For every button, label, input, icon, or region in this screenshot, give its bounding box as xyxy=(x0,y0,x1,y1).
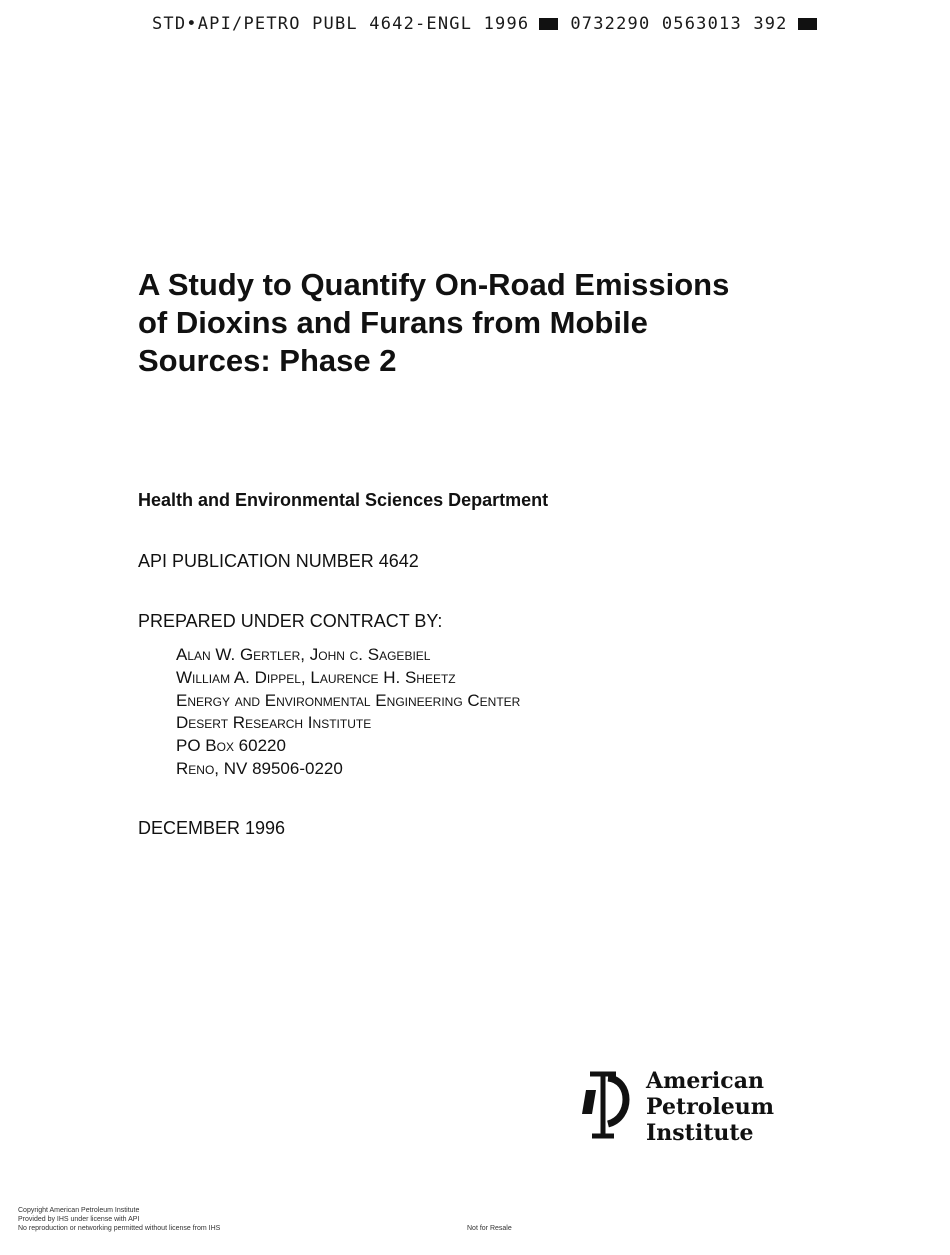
logo-line-american: American xyxy=(646,1068,764,1094)
institute-name: Desert Research Institute xyxy=(176,713,372,733)
stamp-text-mid: 0732290 0563013 392 xyxy=(570,14,788,34)
stamp-block-mark-end xyxy=(798,18,817,30)
publication-date: DECEMBER 1996 xyxy=(138,818,286,838)
api-logo-icon xyxy=(576,1066,634,1142)
title-line-3: Sources: Phase 2 xyxy=(138,343,397,378)
logo-line-petroleum: Petroleum xyxy=(646,1094,775,1120)
copyright-footer xyxy=(18,1206,220,1233)
document-title xyxy=(138,266,778,380)
footer-line-1: Copyright American Petroleum Institute xyxy=(18,1207,140,1214)
footer-line-2: Provided by IHS under license with API xyxy=(18,1216,140,1223)
authors-line-2: William A. Dippel, Laurence H. Sheetz xyxy=(176,667,456,687)
city-zip: Reno, NV 89506-0220 xyxy=(176,758,343,778)
publication-number: API PUBLICATION NUMBER 4642 xyxy=(138,551,419,571)
prepared-by-heading: PREPARED UNDER CONTRACT BY: xyxy=(138,611,443,631)
footer-line-3: No reproduction or networking permitted without license from IHS xyxy=(18,1225,221,1232)
document-stamp xyxy=(152,14,817,34)
title-line-2: of Dioxins and Furans from Mobile xyxy=(138,305,648,340)
department-heading: Health and Environmental Sciences Department xyxy=(138,490,549,510)
center-name: Energy and Environmental Engineering Center xyxy=(176,690,521,710)
logo-line-institute: Institute xyxy=(646,1120,754,1146)
stamp-block-mark xyxy=(539,18,558,30)
not-for-resale-note: Not for Resale xyxy=(467,1225,512,1232)
stamp-text-left: STD•API/PETRO PUBL 4642-ENGL 1996 xyxy=(152,14,530,34)
po-box: PO Box 60220 xyxy=(176,736,286,756)
api-logo-wordmark xyxy=(646,1068,774,1146)
authors-line-1: Alan W. Gertler, John c. Sagebiel xyxy=(176,645,431,664)
contractor-block xyxy=(176,644,520,781)
title-line-1: A Study to Quantify On-Road Emissions xyxy=(138,267,730,302)
